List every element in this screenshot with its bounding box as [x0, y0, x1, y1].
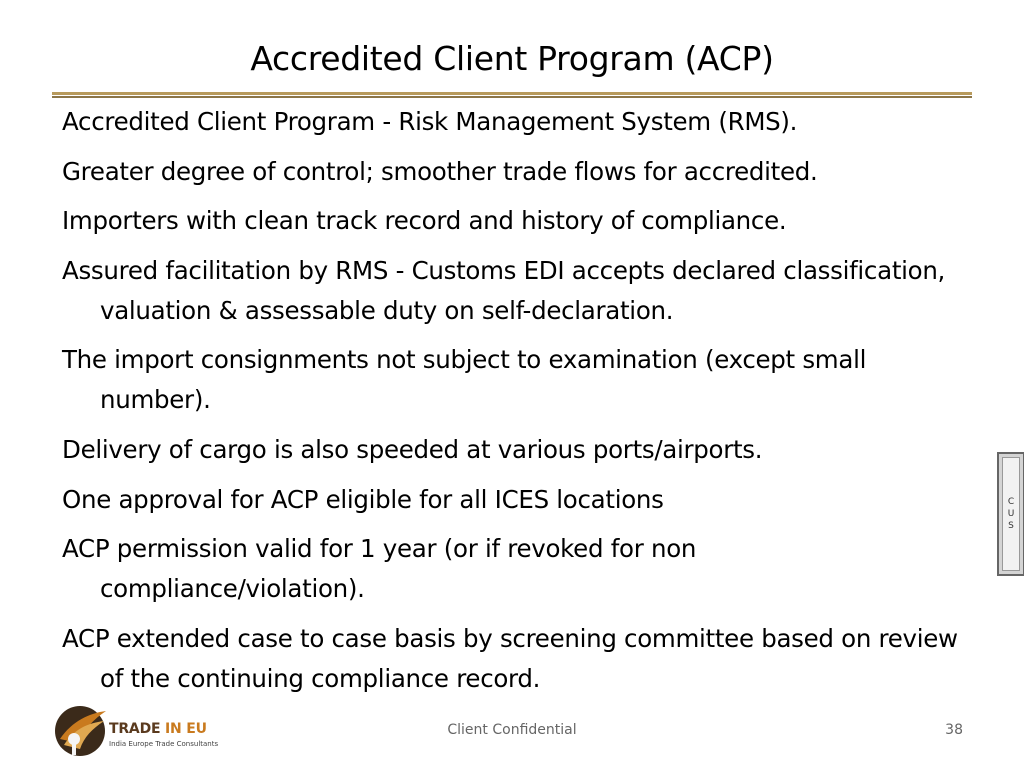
bullet-item: Accredited Client Program - Risk Management System (RMS). — [62, 107, 798, 136]
side-tab-label — [1002, 457, 1020, 571]
logo-tagline: India Europe Trade Consultants — [109, 740, 219, 748]
company-logo — [54, 699, 234, 759]
side-tab-letter: C — [1007, 497, 1015, 507]
bullet-item: ACP extended case to case basis by screening committee based on review of the continuing compliance record. — [62, 623, 958, 693]
slide-title: Accredited Client Program (ACP) — [250, 39, 774, 78]
side-tab[interactable] — [997, 452, 1024, 576]
bullet-item: Greater degree of control; smoother trade flows for accredited. — [62, 156, 818, 186]
title-divider — [52, 92, 972, 95]
side-tab-letter: U — [1007, 509, 1015, 519]
logo-name — [109, 721, 207, 737]
title-divider-shadow — [52, 96, 972, 98]
bullet-item: Importers with clean track record and history of compliance. — [62, 206, 787, 236]
bullet-item: One approval for ACP eligible for all ICES locations — [62, 484, 664, 514]
logo-name-accent: IN EU — [165, 721, 207, 737]
bullet-item: Assured facilitation by RMS - Customs EDI accepts declared classification, valuation & assessable duty on self-declaration. — [62, 255, 946, 325]
confidentiality-notice: Client Confidential — [447, 722, 577, 738]
logo-name-part: TRADE — [109, 721, 166, 737]
logo-emblem-icon — [54, 699, 108, 759]
bullet-item: ACP permission valid for 1 year (or if revoked for non compliance/violation). — [62, 534, 697, 604]
bullet-list — [62, 102, 962, 708]
side-tab-letter: S — [1008, 521, 1014, 531]
slide-number: 38 — [945, 722, 963, 738]
bullet-item: Delivery of cargo is also speeded at various ports/airports. — [62, 434, 763, 464]
bullet-item: The import consignments not subject to examination (except small number). — [62, 345, 867, 415]
